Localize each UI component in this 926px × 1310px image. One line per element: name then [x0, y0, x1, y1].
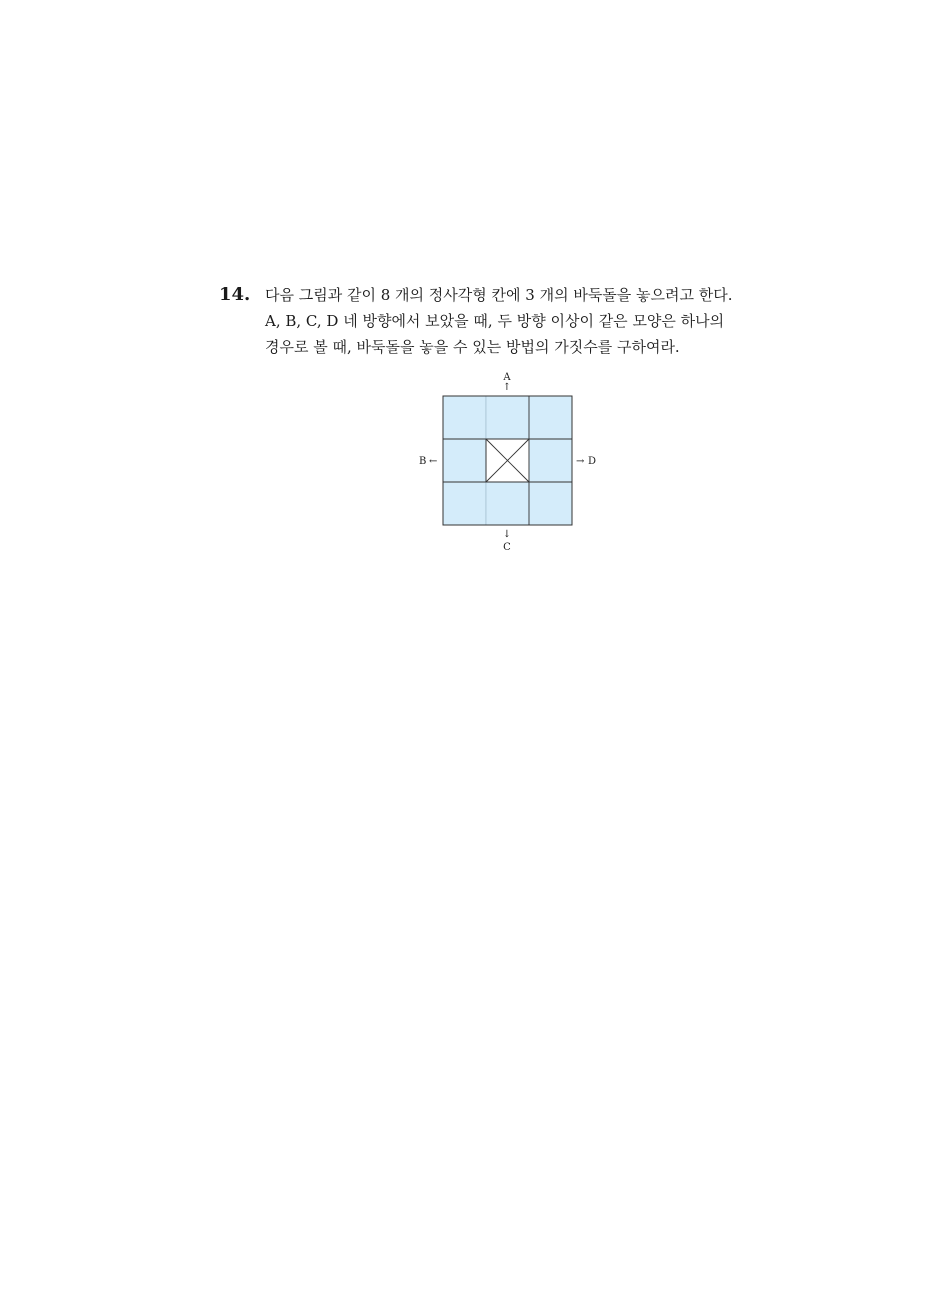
grid-cell-1-2	[486, 396, 529, 439]
problem-statement	[265, 283, 765, 361]
direction-label-b: B	[419, 456, 427, 467]
grid-cell-3-1	[443, 482, 486, 525]
direction-label-c: C	[503, 542, 511, 553]
board-figure	[405, 367, 610, 559]
arrow-down-icon: ↓	[502, 529, 512, 540]
arrow-left-icon: ←	[429, 456, 438, 467]
grid-cell-1-1	[443, 396, 486, 439]
problem-line-1: 다음 그림과 같이 8 개의 정사각형 칸에 3 개의 바둑돌을 놓으려고 한다.	[265, 286, 733, 304]
grid-cell-1-3	[529, 396, 572, 439]
problem-number: 14.	[219, 284, 251, 305]
board-diagram	[405, 367, 610, 559]
direction-label-a: A	[503, 372, 511, 383]
direction-label-d: D	[588, 456, 597, 467]
grid-cell-3-2	[486, 482, 529, 525]
problem-line-3: 경우로 볼 때, 바둑돌을 놓을 수 있는 방법의 가짓수를 구하여라.	[265, 338, 680, 356]
arrow-right-icon: →	[576, 456, 585, 467]
grid-cell-2-1	[443, 439, 486, 482]
grid	[443, 396, 572, 525]
problem-line-2: A, B, C, D 네 방향에서 보았을 때, 두 방향 이상이 같은 모양은 하나의	[265, 312, 725, 330]
grid-cell-2-3	[529, 439, 572, 482]
grid-cell-3-3	[529, 482, 572, 525]
arrow-up-icon: ↑	[502, 382, 512, 393]
